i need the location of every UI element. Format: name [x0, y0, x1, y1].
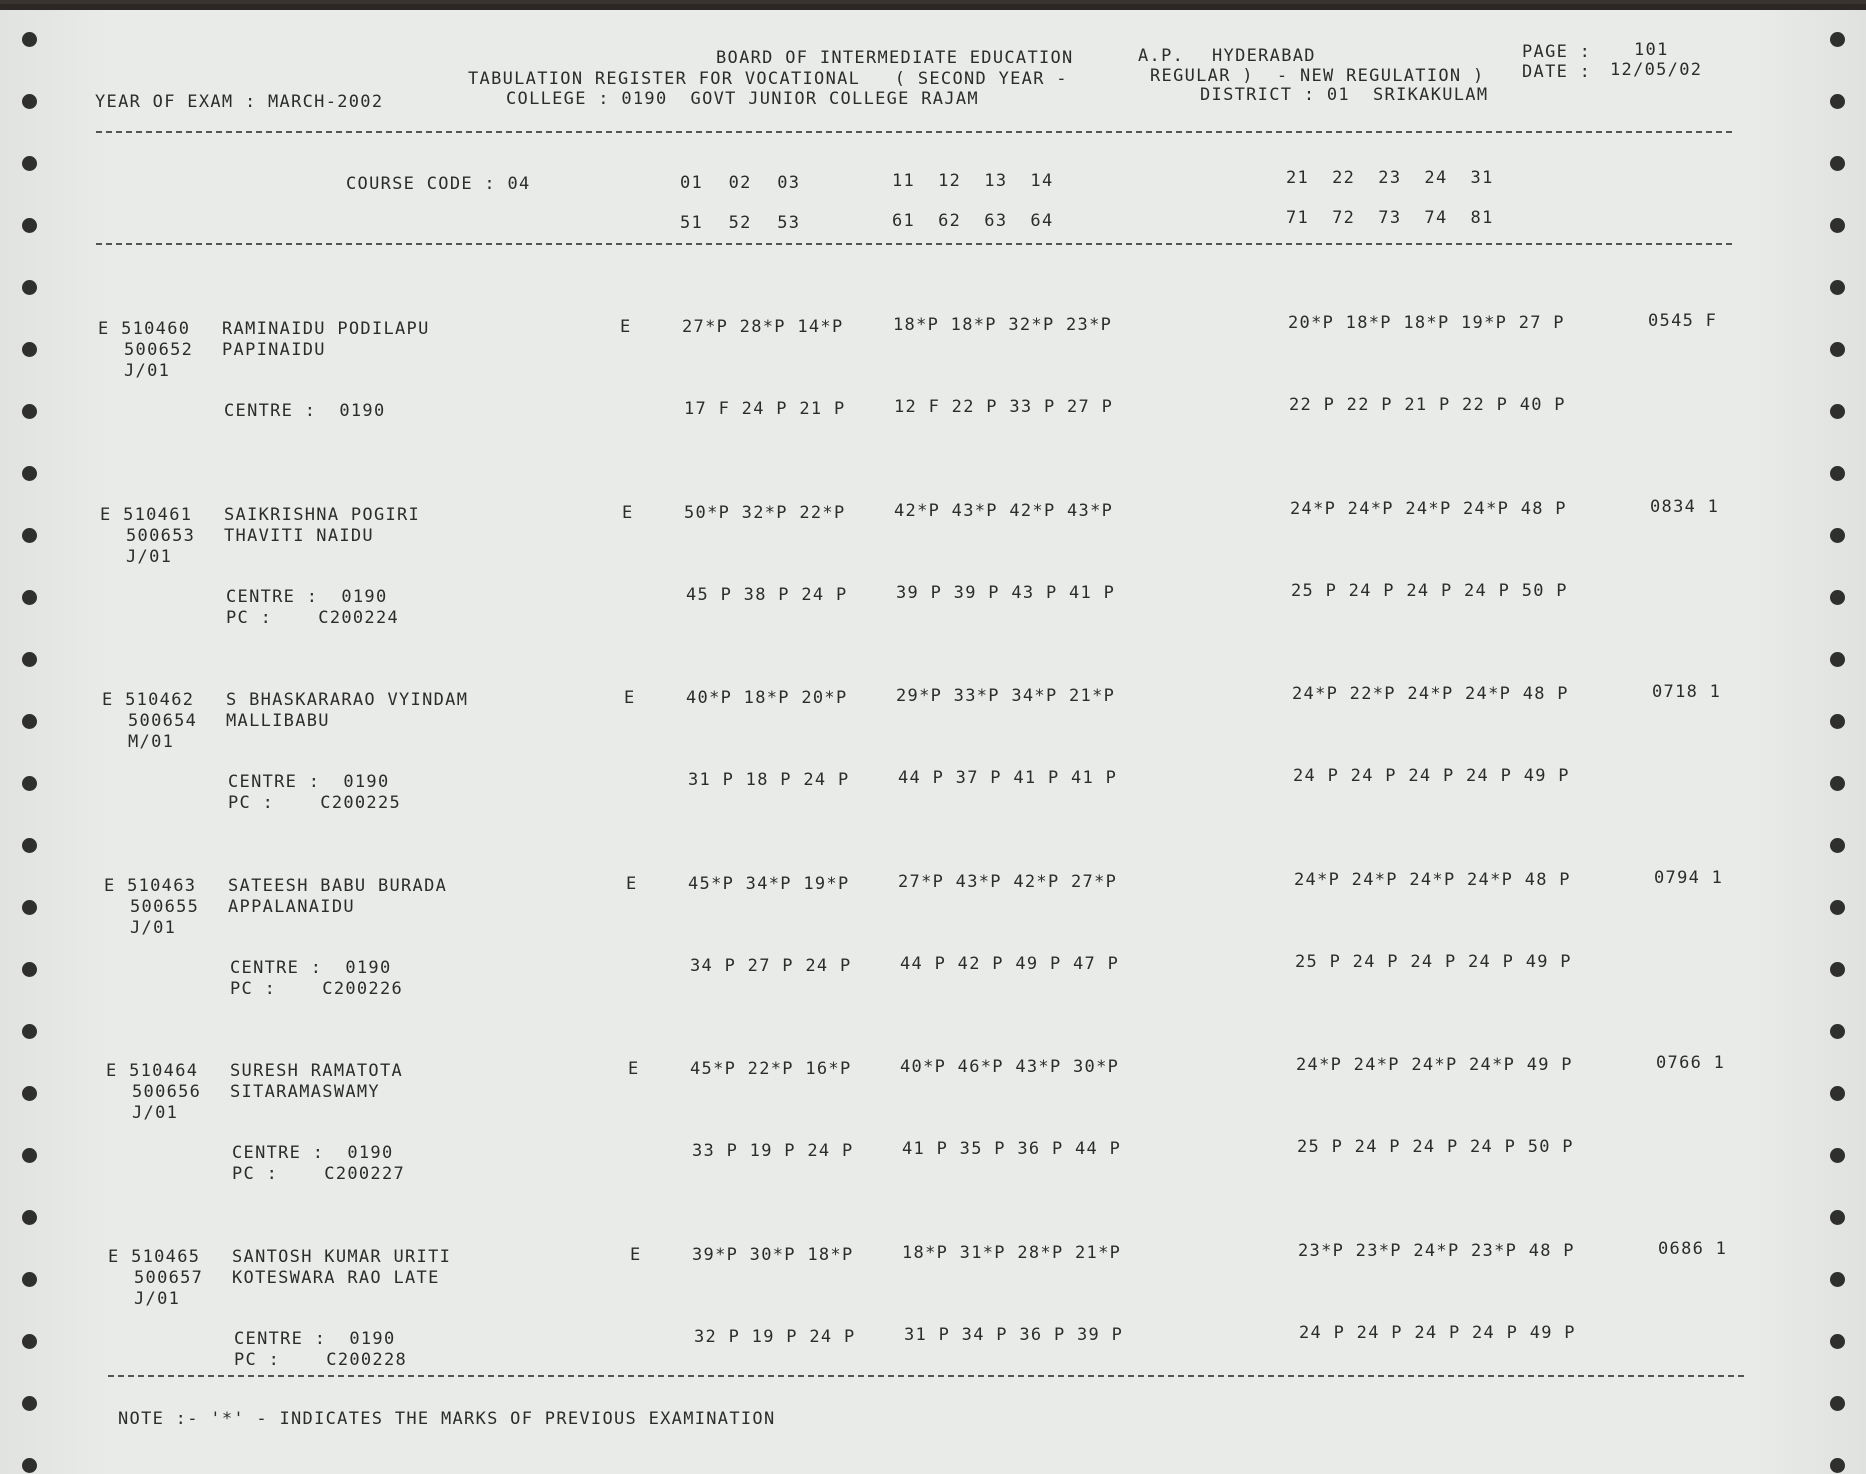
medium: E	[626, 874, 638, 894]
student-roll: 500656	[132, 1082, 202, 1102]
grand-total: 0794 1	[1654, 868, 1724, 888]
grand-total: 0545 F	[1648, 311, 1718, 331]
father-name: MALLIBABU	[226, 711, 330, 731]
footnote: NOTE :- '*' - INDICATES THE MARKS OF PREVIOUS EXAMINATION	[118, 1409, 776, 1429]
student-group: J/01	[132, 1103, 179, 1123]
student-roll: 500652	[124, 340, 194, 360]
marks-row2-b: 39 P 39 P 43 P 41 P	[896, 583, 1116, 603]
marks-row2-a: 45 P 38 P 24 P	[686, 585, 848, 605]
pc-label: PC : C200228	[234, 1350, 408, 1370]
student-roll: 500654	[128, 711, 198, 731]
marks-row2-a: 32 P 19 P 24 P	[694, 1327, 856, 1347]
centre-label: CENTRE : 0190	[226, 587, 388, 607]
centre-label: CENTRE : 0190	[232, 1143, 394, 1163]
date-label: DATE :	[1522, 62, 1592, 82]
medium: E	[624, 688, 636, 708]
student-record	[0, 682, 1866, 868]
grand-total: 0834 1	[1650, 497, 1720, 517]
student-record	[0, 1239, 1866, 1425]
marks-row2-b: 12 F 22 P 33 P 27 P	[894, 397, 1114, 417]
marks-row1-c: 24*P 24*P 24*P 24*P 49 P	[1296, 1055, 1573, 1075]
college-label: COLLEGE : 0190 GOVT JUNIOR COLLEGE RAJAM	[506, 89, 979, 109]
marks-row1-c: 23*P 23*P 24*P 23*P 48 P	[1298, 1241, 1575, 1261]
student-roll: 500655	[130, 897, 200, 917]
student-record	[0, 497, 1866, 683]
tractor-hole	[1830, 218, 1845, 233]
regulation-label: REGULAR ) - NEW REGULATION )	[1150, 66, 1485, 86]
student-id: E 510462	[102, 690, 195, 710]
pc-label: PC : C200226	[230, 979, 404, 999]
tractor-hole	[1830, 156, 1845, 171]
father-name: THAVITI NAIDU	[224, 526, 374, 546]
marks-row2-b: 41 P 35 P 36 P 44 P	[902, 1139, 1122, 1159]
marks-row1-b: 40*P 46*P 43*P 30*P	[900, 1057, 1120, 1077]
col-head-b1: 11 12 13 14	[892, 171, 1054, 191]
grand-total: 0766 1	[1656, 1053, 1726, 1073]
col-head-a1: 01 02 03	[680, 173, 801, 193]
col-head-a2: 51 52 53	[680, 213, 801, 233]
marks-row2-c: 24 P 24 P 24 P 24 P 49 P	[1299, 1323, 1576, 1343]
student-roll: 500653	[126, 526, 196, 546]
medium: E	[622, 503, 634, 523]
student-id: E 510461	[100, 505, 193, 525]
tractor-hole	[22, 94, 37, 109]
grand-total: 0718 1	[1652, 682, 1722, 702]
centre-label: CENTRE : 0190	[234, 1329, 396, 1349]
marks-row1-a: 50*P 32*P 22*P	[684, 503, 846, 523]
marks-row2-c: 25 P 24 P 24 P 24 P 49 P	[1295, 952, 1572, 972]
state-label: A.P.	[1138, 46, 1185, 66]
student-id: E 510465	[108, 1247, 201, 1267]
marks-row1-b: 42*P 43*P 42*P 43*P	[894, 501, 1114, 521]
student-group: J/01	[126, 547, 173, 567]
tractor-hole	[22, 280, 37, 295]
student-name: SATEESH BABU BURADA	[228, 876, 448, 896]
medium: E	[620, 317, 632, 337]
student-id: E 510464	[106, 1061, 199, 1081]
tractor-hole	[1830, 32, 1845, 47]
marks-row2-b: 44 P 37 P 41 P 41 P	[898, 768, 1118, 788]
city-label: HYDERABAD	[1212, 46, 1316, 66]
student-id: E 510463	[104, 876, 197, 896]
father-name: PAPINAIDU	[222, 340, 326, 360]
student-group: J/01	[134, 1289, 181, 1309]
marks-row1-b: 18*P 31*P 28*P 21*P	[902, 1243, 1122, 1263]
col-head-c1: 21 22 23 24 31	[1286, 168, 1494, 188]
student-id: E 510460	[98, 319, 191, 339]
marks-row2-a: 17 F 24 P 21 P	[684, 399, 846, 419]
marks-row2-a: 31 P 18 P 24 P	[688, 770, 850, 790]
tractor-hole	[22, 218, 37, 233]
student-roll: 500657	[134, 1268, 204, 1288]
marks-row1-a: 45*P 34*P 19*P	[688, 874, 850, 894]
student-group: J/01	[124, 361, 171, 381]
student-name: SURESH RAMATOTA	[230, 1061, 404, 1081]
tractor-hole	[22, 32, 37, 47]
student-name: RAMINAIDU PODILAPU	[222, 319, 430, 339]
centre-label: CENTRE : 0190	[224, 401, 386, 421]
col-head-b2: 61 62 63 64	[892, 211, 1054, 231]
marks-row1-c: 24*P 24*P 24*P 24*P 48 P	[1294, 870, 1571, 890]
tractor-hole	[22, 1458, 37, 1473]
marks-row2-b: 44 P 42 P 49 P 47 P	[900, 954, 1120, 974]
district-label: DISTRICT : 01 SRIKAKULAM	[1200, 85, 1489, 105]
marks-row2-b: 31 P 34 P 36 P 39 P	[904, 1325, 1124, 1345]
marks-row2-c: 25 P 24 P 24 P 24 P 50 P	[1297, 1137, 1574, 1157]
page-label: PAGE :	[1522, 42, 1592, 62]
father-name: SITARAMASWAMY	[230, 1082, 380, 1102]
marks-row1-a: 45*P 22*P 16*P	[690, 1059, 852, 1079]
marks-row1-b: 27*P 43*P 42*P 27*P	[898, 872, 1118, 892]
father-name: APPALANAIDU	[228, 897, 355, 917]
student-name: S BHASKARARAO VYINDAM	[226, 690, 469, 710]
tractor-hole	[1830, 1458, 1845, 1473]
student-group: J/01	[130, 918, 177, 938]
student-name: SAIKRISHNA POGIRI	[224, 505, 421, 525]
marks-row1-c: 24*P 24*P 24*P 24*P 48 P	[1290, 499, 1567, 519]
course-code: COURSE CODE : 04	[346, 174, 531, 194]
pc-label: PC : C200225	[228, 793, 402, 813]
marks-row1-a: 40*P 18*P 20*P	[686, 688, 848, 708]
header-rule	[96, 131, 1732, 133]
marks-row1-c: 20*P 18*P 18*P 19*P 27 P	[1288, 313, 1565, 333]
student-record	[0, 1053, 1866, 1239]
register-title: TABULATION REGISTER FOR VOCATIONAL ( SECOND YEAR -	[468, 69, 1068, 89]
print-date: 12/05/02	[1610, 60, 1703, 80]
page-number: 101	[1634, 40, 1669, 60]
torn-edge	[0, 4, 1866, 10]
marks-row1-b: 29*P 33*P 34*P 21*P	[896, 686, 1116, 706]
pc-label: PC : C200224	[226, 608, 400, 628]
marks-row1-c: 24*P 22*P 24*P 24*P 48 P	[1292, 684, 1569, 704]
footer-rule	[108, 1375, 1744, 1377]
father-name: KOTESWARA RAO LATE	[232, 1268, 440, 1288]
student-record	[0, 868, 1866, 1054]
marks-row2-c: 24 P 24 P 24 P 24 P 49 P	[1293, 766, 1570, 786]
centre-label: CENTRE : 0190	[230, 958, 392, 978]
marks-row1-a: 27*P 28*P 14*P	[682, 317, 844, 337]
student-name: SANTOSH KUMAR URITI	[232, 1247, 452, 1267]
marks-row1-a: 39*P 30*P 18*P	[692, 1245, 854, 1265]
marks-row2-a: 34 P 27 P 24 P	[690, 956, 852, 976]
medium: E	[630, 1245, 642, 1265]
tractor-hole	[1830, 280, 1845, 295]
tabulation-sheet	[0, 4, 1866, 1474]
tractor-hole	[22, 156, 37, 171]
centre-label: CENTRE : 0190	[228, 772, 390, 792]
pc-label: PC : C200227	[232, 1164, 406, 1184]
marks-row2-c: 22 P 22 P 21 P 22 P 40 P	[1289, 395, 1566, 415]
marks-row2-c: 25 P 24 P 24 P 24 P 50 P	[1291, 581, 1568, 601]
student-group: M/01	[128, 732, 175, 752]
col-head-c2: 71 72 73 74 81	[1286, 208, 1494, 228]
column-header-rule	[96, 243, 1732, 245]
grand-total: 0686 1	[1658, 1239, 1728, 1259]
tractor-hole	[1830, 94, 1845, 109]
board-title: BOARD OF INTERMEDIATE EDUCATION	[716, 48, 1074, 68]
year-of-exam: YEAR OF EXAM : MARCH-2002	[95, 92, 384, 112]
medium: E	[628, 1059, 640, 1079]
marks-row2-a: 33 P 19 P 24 P	[692, 1141, 854, 1161]
marks-row1-b: 18*P 18*P 32*P 23*P	[893, 315, 1113, 335]
student-record	[0, 311, 1866, 497]
